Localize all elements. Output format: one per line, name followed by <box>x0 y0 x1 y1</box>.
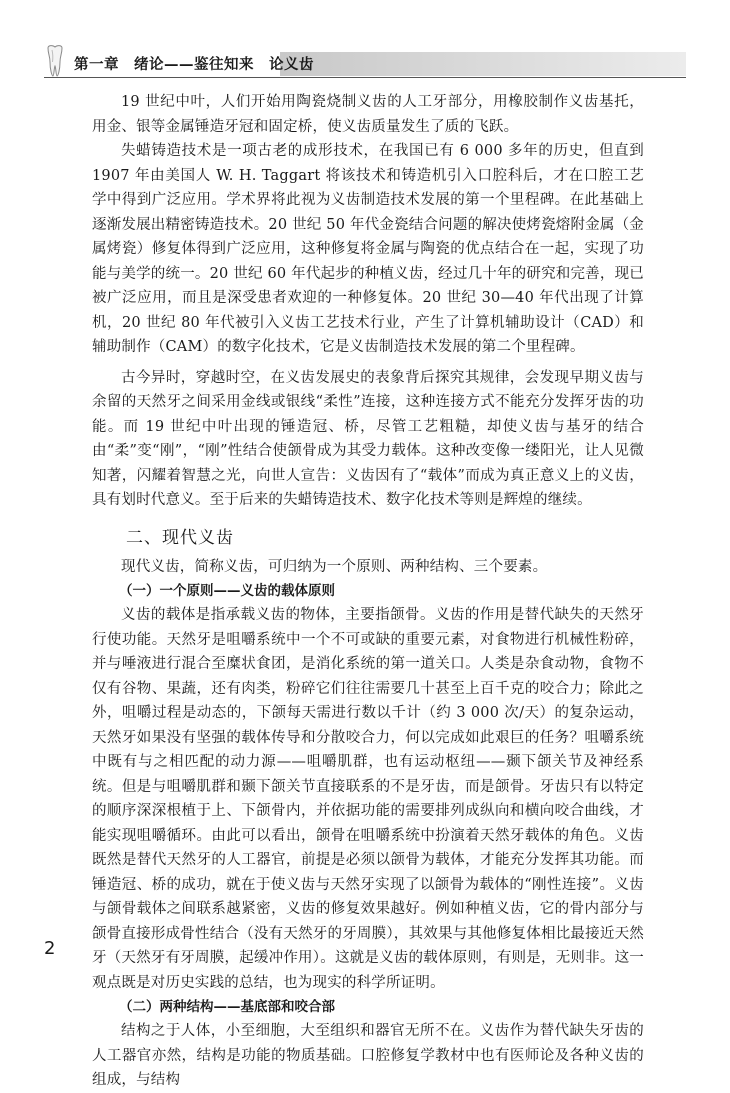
page-number: 2 <box>44 938 56 959</box>
header-divider <box>44 77 686 78</box>
paragraph: 结构之于人体，小至细胞，大至组织和器官无所不在。义齿作为替代缺失牙齿的人工器官亦然，结构是功能的物质基础。口腔修复学教材中也有医师论及各种义齿的组成，与结构 <box>92 1023 644 1088</box>
tooth-icon <box>44 44 66 78</box>
chapter-title: 第一章 绪论——鉴往知来 论义齿 <box>74 57 314 73</box>
paragraph: 失蜡铸造技术是一项古老的成形技术，在我国已有 6 000 多年的历史，但直到 1907 年由美国人 W. H. Taggart 将该技术和铸造机引入口腔科后，才在口腔工艺学中得到广泛应用。学术界将此视为义齿制造技术发展的第一个里程碑。在此基础上逐渐发展出精密铸造技术。20 世纪 50 年代金瓷结合问题的解决使烤瓷熔附金属（金属烤瓷）修复体得到广泛应用，这种修复将金属与陶瓷的优点结合在一起，实现了功能与美学的统一。20 世纪 60 年代起步的种植义齿，经过几十年的研究和完善，现已被广泛应用，而且是深受患者欢迎的一种修复体。20 世纪 30—40 年代出现了计算机，20 世纪 80 年代被引入义齿工艺技术行业，产生了计算机辅助设计（CAD）和辅助制作（CAM）的数字化技术，它是义齿制造技术发展的第二个里程碑。 <box>92 143 644 355</box>
running-header <box>44 44 686 78</box>
paragraph: 19 世纪中叶，人们开始用陶瓷烧制义齿的人工牙部分，用橡胶制作义齿基托，用金、银等金属锤造牙冠和固定桥，使义齿质量发生了质的飞跃。 <box>92 94 644 135</box>
subsection-heading: （二）两种结构——基底部和咬合部 <box>119 999 335 1015</box>
paragraph: 义齿的载体是指承载义齿的物体，主要指颌骨。义齿的作用是替代缺失的天然牙行使功能。天然牙是咀嚼系统中一个不可或缺的重要元素，对食物进行机械性粉碎，并与唾液进行混合至糜状食团，是消化系统的第一道关口。人类是杂食动物，食物不仅有谷物、果蔬，还有肉类，粉碎它们往往需要几十甚至上百千克的咬合力；除此之外，咀嚼过程是动态的，下颌每天需进行数以千计（约 3 000 次/天）的复杂运动，天然牙如果没有坚强的载体传导和分散咬合力，何以完成如此艰巨的任务？咀嚼系统中既有与之相匹配的动力源——咀嚼肌群，也有运动枢纽——颞下颌关节及神经系统。但是与咀嚼肌群和颞下颌关节直接联系的不是牙齿，而是颌骨。牙齿只有以特定的顺序深深根植于上、下颌骨内，并依据功能的需要排列成纵向和横向咬合曲线，才能实现咀嚼循环。由此可以看出，颌骨在咀嚼系统中扮演着天然牙载体的角色。义齿既然是替代天然牙的人工器官，前提是必须以颌骨为载体，才能充分发挥其功能。而锤造冠、桥的成功，就在于使义齿与天然牙实现了以颌骨为载体的“刚性连接”。义齿与颌骨载体之间联系越紧密，义齿的修复效果越好。例如种植义齿，它的骨内部分与颌骨直接形成骨性结合（没有天然牙的牙周膜），其效果与其他修复体相比最接近天然牙（天然牙有牙周膜，起缓冲作用）。这就是义齿的载体原则，有则是，无则非。这一观点既是对历史实践的总结，也为现实的科学所证明。 <box>92 607 644 991</box>
paragraph: 古今异时，穿越时空，在义齿发展史的表象背后探究其规律，会发现早期义齿与余留的天然牙之间采用金线或银线“柔性”连接，这种连接方式不能充分发挥牙齿的功能。而 19 世纪中叶出现的锤造冠、桥，尽管工艺粗糙，却使义齿与基牙的结合由“柔”变“刚”，“刚”性结合使颌骨成为其受力载体。这种改变像一缕阳光，让人见微知著，闪耀着智慧之光，向世人宣告：义齿因有了“载体”而成为真正意义上的义齿，具有划时代意义。至于后来的失蜡铸造技术、数字化技术等则是辉煌的继续。 <box>92 369 644 508</box>
subsection-heading: （一）一个原则——义齿的载体原则 <box>119 583 335 599</box>
page-body <box>92 90 644 1093</box>
header-gray-band <box>280 52 686 76</box>
section-intro: 现代义齿，简称义齿，可归纳为一个原则、两种结构、三个要素。 <box>121 558 548 575</box>
section-heading: 二、现代义齿 <box>126 527 234 548</box>
